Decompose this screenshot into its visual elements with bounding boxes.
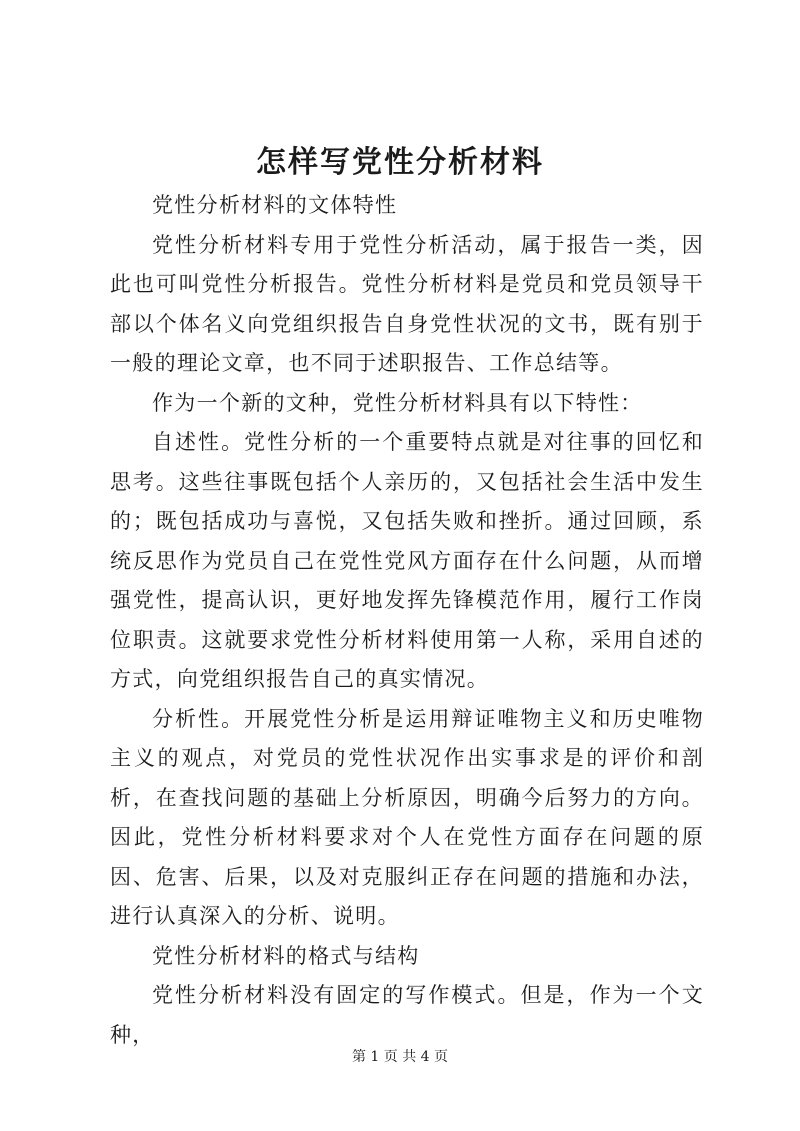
section-heading-genre-features: 党性分析材料的文体特性 bbox=[152, 193, 398, 217]
page-number-footer: 第 1 页 共 4 页 bbox=[351, 1049, 449, 1065]
paragraph-features-intro: 作为一个新的文种，党性分析材料具有以下特性： bbox=[152, 390, 643, 415]
paragraph-format-intro: 党性分析材料没有固定的写作模式。但是，作为一个文种， bbox=[110, 983, 704, 1047]
document-body bbox=[110, 186, 704, 1055]
paragraph-definition: 党性分析材料专用于党性分析活动，属于报告一类，因此也可叫党性分析报告。党性分析材料是党员和党员领导干部以个体名义向党组织报告自身党性状况的文书，既有别于一般的理论文章，也不同于述职报告、工作总结等。 bbox=[110, 232, 704, 375]
paragraph-self-narration: 自述性。党性分析的一个重要特点就是对往事的回忆和思考。这些往事既包括个人亲历的，又包括社会生活中发生的；既包括成功与喜悦，又包括失败和挫折。通过回顾，系统反思作为党员自己在党性党风方面存在什么问题，从而增强党性，提高认识，更好地发挥先锋模范作用，履行工作岗位职责。这就要求党性分析材料使用第一人称，采用自述的方式，向党组织报告自己的真实情况。 bbox=[110, 430, 704, 691]
section-heading-format-structure: 党性分析材料的格式与结构 bbox=[152, 943, 420, 968]
document-title: 怎样写党性分析材料 bbox=[256, 145, 544, 180]
paragraph-analytical: 分析性。开展党性分析是运用辩证唯物主义和历史唯物主义的观点，对党员的党性状况作出实事求是的评价和剖析，在查找问题的基础上分析原因，明确今后努力的方向。因此，党性分析材料要求对个人在党性方面存在问题的原因、危害、后果，以及对克服纠正存在问题的措施和办法，进行认真深入的分析、说明。 bbox=[110, 706, 704, 928]
